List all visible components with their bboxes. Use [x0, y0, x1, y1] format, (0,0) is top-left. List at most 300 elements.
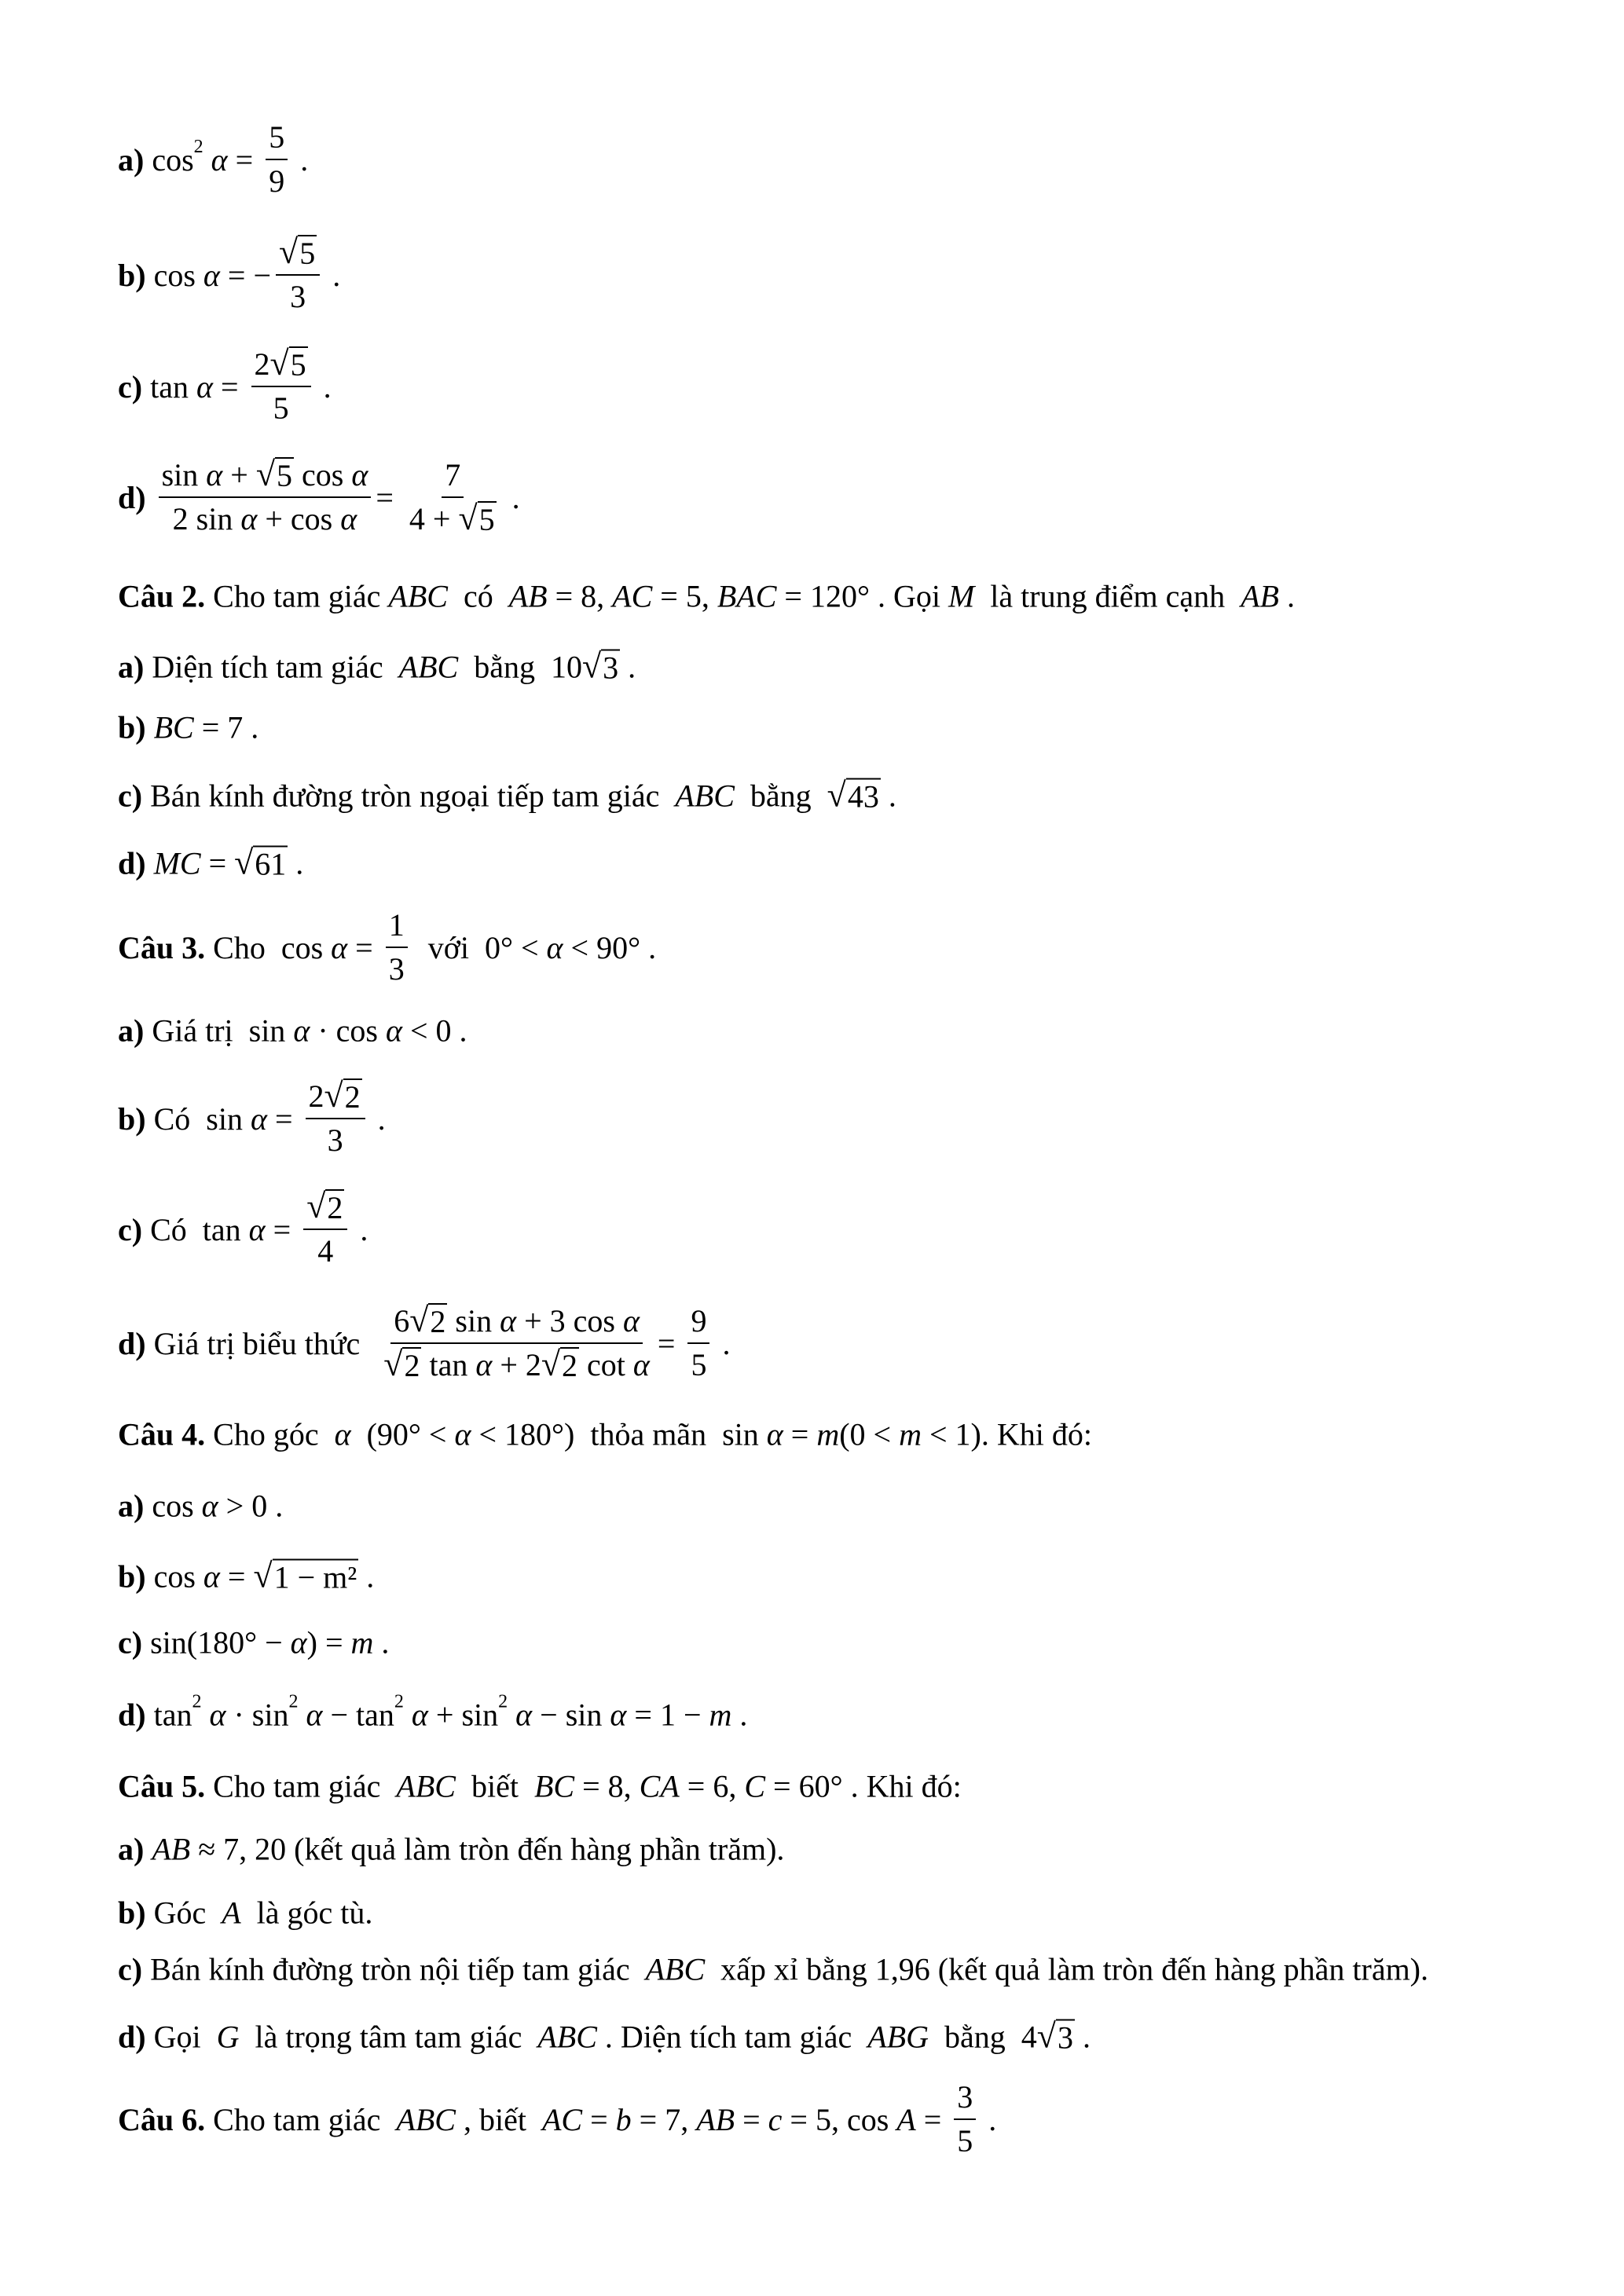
text: 2	[308, 1078, 324, 1114]
text-line	[118, 1895, 372, 1932]
text: 9	[691, 1303, 707, 1338]
square-root	[256, 457, 294, 493]
text: < 90° .	[563, 929, 657, 965]
radical-sign: √	[409, 1301, 429, 1339]
text: sin	[447, 1303, 500, 1338]
square-root	[279, 235, 317, 271]
math-variable: m	[709, 1697, 732, 1733]
math-variable: α	[403, 1697, 428, 1733]
text: có	[447, 578, 509, 614]
text: là trọng tâm tam giác	[239, 2019, 538, 2055]
text: .	[880, 778, 896, 814]
fraction	[380, 1303, 653, 1383]
fraction	[306, 1078, 365, 1159]
radicand: 5	[478, 502, 495, 537]
text: 3	[290, 279, 306, 314]
superscript: 2	[498, 1691, 508, 1712]
square-root	[383, 1347, 421, 1383]
text: = 7,	[631, 2101, 697, 2137]
text: Góc	[145, 1895, 222, 1931]
math-variable: α	[203, 1558, 220, 1595]
fraction	[303, 1189, 347, 1269]
item-label: Câu 3.	[118, 929, 206, 965]
item-label: d)	[118, 1325, 146, 1361]
item-label: Câu 6.	[118, 2101, 206, 2137]
text: Có tan	[142, 1211, 249, 1247]
text-line	[118, 775, 896, 815]
text: .	[288, 845, 304, 881]
denominator	[314, 1230, 336, 1269]
radicand: 2	[327, 1190, 343, 1225]
math-variable: AB	[696, 2101, 735, 2137]
math-variable: α	[766, 1416, 783, 1452]
text: 5	[957, 2123, 973, 2159]
text: = 60° . Khi đó:	[765, 1768, 962, 1804]
math-variable: A	[222, 1895, 241, 1931]
math-variable: AB	[1241, 578, 1279, 614]
text: 3	[327, 1122, 343, 1158]
item-label: Câu 2.	[118, 578, 206, 614]
text: + 2	[492, 1347, 541, 1382]
text: ≈ 7, 20 (kết quả làm tròn đến hàng phần trăm).	[190, 1831, 785, 1867]
text: tan	[421, 1347, 476, 1382]
text: .	[1074, 2019, 1091, 2055]
item-label: d)	[118, 479, 154, 515]
text: 3	[388, 951, 405, 987]
text: .	[358, 1558, 375, 1595]
text: cos	[152, 141, 194, 178]
text: < 0 .	[401, 1013, 467, 1049]
fraction	[251, 346, 311, 427]
radicand: 61	[255, 846, 287, 881]
text: (90° <	[350, 1416, 455, 1452]
numerator	[386, 907, 408, 948]
text-line	[118, 578, 1295, 615]
math-variable: α	[203, 257, 220, 293]
text: (0 <	[839, 1416, 900, 1452]
numerator	[266, 119, 288, 160]
item-label: b)	[118, 709, 154, 745]
math-variable: α	[475, 1347, 493, 1382]
item-label: a)	[118, 1831, 152, 1867]
text-line	[118, 1078, 386, 1159]
item-label: b)	[118, 1558, 154, 1595]
item-label: b)	[118, 257, 154, 293]
math-variable: C	[744, 1768, 766, 1804]
text: = 5,	[652, 578, 717, 614]
item-label: a)	[118, 141, 152, 178]
fraction	[406, 457, 500, 537]
text: .	[981, 2101, 997, 2137]
text: .	[620, 649, 636, 685]
text: 5	[691, 1347, 707, 1382]
radical-sign: √	[324, 1076, 343, 1115]
text: là góc tù.	[240, 1895, 373, 1931]
numerator	[390, 1303, 643, 1344]
radical-sign: √	[253, 1556, 273, 1595]
fraction	[159, 457, 372, 537]
text: cot	[579, 1347, 633, 1382]
math-variable: ABC	[537, 2019, 597, 2055]
text: = 120° . Gọi	[776, 578, 948, 614]
text: cos	[293, 457, 352, 493]
text: =	[219, 1558, 254, 1595]
text-line	[118, 1013, 467, 1049]
math-variable: α	[331, 929, 348, 965]
text: Cho góc	[205, 1416, 335, 1452]
math-variable: ABC	[398, 649, 459, 685]
math-variable: α	[334, 1416, 351, 1452]
text: + sin	[427, 1697, 499, 1733]
text: .	[373, 1624, 390, 1661]
text: = 8,	[547, 578, 613, 614]
math-variable: α	[203, 141, 228, 178]
radicand: 5	[276, 458, 292, 493]
math-variable: ABC	[645, 1951, 706, 1987]
item-label: c)	[118, 368, 151, 405]
text-line	[118, 646, 636, 686]
math-variable: MC	[153, 845, 201, 881]
radicand: 5	[299, 236, 316, 271]
radicand: 2	[562, 1348, 578, 1383]
text: =	[200, 845, 235, 881]
math-variable: ABC	[396, 2101, 456, 2137]
math-variable: G	[216, 2019, 240, 2055]
text: 5	[269, 119, 285, 155]
square-root	[581, 646, 620, 685]
math-variable: M	[948, 578, 975, 614]
radical-sign: √	[1036, 2016, 1056, 2055]
text: 5	[273, 390, 289, 426]
text: < 180°) thỏa mãn sin	[471, 1416, 767, 1452]
item-label: b)	[118, 1100, 146, 1137]
math-variable: BC	[153, 709, 194, 745]
text: cos	[153, 257, 203, 293]
square-root	[1036, 2016, 1075, 2055]
math-variable: α	[248, 1211, 266, 1247]
item-label: Câu 4.	[118, 1416, 206, 1452]
math-variable: AB	[152, 1831, 191, 1867]
text: 7	[445, 457, 461, 493]
math-variable: α	[500, 1303, 517, 1338]
text: = 5, cos	[782, 2101, 897, 2137]
denominator	[170, 498, 361, 537]
text: · sin	[225, 1697, 289, 1733]
text-line	[118, 1768, 962, 1805]
text: =	[783, 1416, 817, 1452]
text-line	[118, 1558, 374, 1595]
text: với 0° <	[412, 929, 547, 965]
text: = 6,	[679, 1768, 745, 1804]
text: +	[222, 457, 256, 493]
radical-sign: √	[279, 233, 299, 271]
text: 9	[269, 163, 285, 199]
item-label: c)	[118, 1951, 143, 1987]
text-line	[118, 1189, 368, 1269]
radical-sign: √	[458, 499, 478, 537]
radical-sign: √	[234, 843, 254, 881]
math-variable: AC	[612, 578, 653, 614]
math-variable: α	[290, 1624, 307, 1661]
numerator	[303, 1189, 347, 1230]
square-root	[458, 501, 496, 537]
math-variable: α	[201, 1488, 218, 1524]
radicand: 1 − m²	[273, 1559, 357, 1595]
text: xấp xỉ bằng 1,96 (kết quả làm tròn đến hàng phần trăm).	[705, 1951, 1428, 1987]
math-variable: α	[298, 1697, 323, 1733]
text: . Diện tích tam giác	[596, 2019, 868, 2055]
text: =	[227, 141, 262, 178]
denominator	[270, 387, 292, 427]
numerator	[251, 346, 311, 387]
square-root	[270, 346, 308, 383]
text: =	[657, 1325, 684, 1361]
text-line	[118, 1691, 748, 1734]
text: Cho tam giác	[205, 578, 389, 614]
math-variable: α	[622, 1303, 640, 1338]
math-variable: α	[340, 501, 357, 536]
denominator	[287, 276, 309, 315]
numerator	[276, 235, 320, 276]
math-variable: ABC	[675, 778, 735, 814]
math-variable: α	[250, 1100, 267, 1137]
text: cos	[153, 1558, 203, 1595]
text: − sin	[532, 1697, 610, 1733]
text: 2	[254, 346, 270, 382]
radical-sign: √	[255, 455, 275, 493]
numerator	[159, 457, 372, 498]
text: =	[582, 2101, 616, 2137]
text: bằng 4	[929, 2019, 1037, 2055]
fraction	[266, 119, 288, 200]
radicand: 2	[430, 1304, 446, 1339]
text: =	[265, 1211, 299, 1247]
square-root	[253, 1558, 358, 1595]
text: =	[212, 368, 247, 405]
text: Có sin	[145, 1100, 251, 1137]
text-line	[118, 119, 308, 200]
text: =	[347, 929, 381, 965]
text: Gọi	[145, 2019, 217, 2055]
denominator	[406, 498, 500, 537]
square-root	[541, 1347, 579, 1383]
denominator	[687, 1344, 709, 1383]
item-label: d)	[118, 1697, 154, 1733]
math-variable: α	[546, 929, 563, 965]
numerator	[442, 457, 464, 498]
text: = 8,	[574, 1768, 640, 1804]
radical-sign: √	[383, 1345, 403, 1383]
radicand: 2	[404, 1348, 420, 1383]
text-line	[118, 1416, 1092, 1453]
denominator	[324, 1119, 346, 1159]
denominator	[380, 1344, 653, 1383]
radicand: 5	[290, 347, 306, 383]
text: .	[714, 1325, 731, 1361]
item-label: d)	[118, 845, 154, 881]
text: Diện tích tam giác	[144, 649, 399, 685]
math-variable: α	[508, 1697, 533, 1733]
math-variable: α	[351, 457, 368, 493]
text: 2 sin	[172, 501, 241, 536]
text: 1	[388, 907, 405, 943]
numerator	[954, 2079, 976, 2120]
square-root	[827, 775, 881, 814]
radical-sign: √	[306, 1187, 326, 1225]
radicand: 3	[1057, 2020, 1073, 2055]
text: < 1). Khi đó:	[921, 1416, 1092, 1452]
text: .	[315, 368, 332, 405]
math-variable: α	[632, 1347, 650, 1382]
text: Bán kính đường tròn ngoại tiếp tam giác	[142, 778, 676, 814]
text: .	[352, 1211, 368, 1247]
fraction	[687, 1303, 709, 1383]
text: ) =	[306, 1624, 351, 1661]
math-variable: m	[350, 1624, 374, 1661]
text: Cho cos	[205, 929, 332, 965]
text-line	[118, 1951, 1428, 1988]
text-line	[118, 845, 303, 882]
numerator	[306, 1078, 365, 1119]
math-variable: c	[768, 2101, 783, 2137]
text: = 7 .	[193, 709, 259, 745]
fraction	[954, 2079, 976, 2159]
math-variable: m	[899, 1416, 922, 1452]
math-variable: ABG	[867, 2019, 929, 2055]
math-variable: BAC	[717, 578, 777, 614]
math-variable: CA	[639, 1768, 680, 1804]
text: Cho tam giác	[205, 2101, 397, 2137]
radical-sign: √	[541, 1345, 561, 1383]
math-variable: m	[816, 1416, 840, 1452]
text-line	[118, 235, 340, 315]
text: .	[504, 479, 520, 515]
superscript: 2	[288, 1691, 299, 1712]
text-line	[118, 1624, 389, 1661]
denominator	[386, 948, 408, 987]
radicand: 3	[603, 650, 619, 685]
text: .	[324, 257, 341, 293]
radicand: 2	[344, 1079, 361, 1115]
item-label: a)	[118, 1013, 145, 1049]
denominator	[954, 2120, 976, 2159]
item-label: c)	[118, 1211, 143, 1247]
denominator	[266, 160, 288, 200]
text: tan	[150, 368, 196, 405]
text: .	[731, 1697, 748, 1733]
text: > 0 .	[218, 1488, 284, 1524]
square-root	[306, 1189, 344, 1225]
item-label: a)	[118, 649, 145, 685]
text: = 1 −	[626, 1697, 709, 1733]
item-label: d)	[118, 2019, 146, 2055]
item-label: c)	[118, 1624, 151, 1661]
item-label: b)	[118, 1895, 146, 1931]
text: .	[292, 141, 309, 178]
math-variable: α	[385, 1013, 402, 1049]
math-variable: AB	[508, 578, 548, 614]
text: Giá trị sin	[144, 1013, 294, 1049]
numerator	[687, 1303, 709, 1344]
text: − tan	[322, 1697, 394, 1733]
math-variable: ABC	[396, 1768, 456, 1804]
text: Giá trị biểu thức	[145, 1325, 376, 1361]
radicand: 43	[847, 778, 879, 814]
text-line	[118, 1488, 283, 1525]
fraction	[276, 235, 320, 315]
text-line	[118, 457, 520, 537]
text: sin	[161, 457, 207, 493]
math-variable: ABC	[388, 578, 448, 614]
text: .	[369, 1100, 386, 1137]
radical-sign: √	[581, 646, 602, 685]
text-line	[118, 2016, 1091, 2056]
item-label: Câu 5.	[118, 1768, 206, 1804]
text: Bán kính đường tròn nội tiếp tam giác	[142, 1951, 646, 1987]
text: 3	[957, 2079, 973, 2115]
square-root	[409, 1303, 447, 1339]
radical-sign: √	[269, 344, 289, 383]
text: biết	[455, 1768, 534, 1804]
text: cos	[152, 1488, 202, 1524]
text: .	[1278, 578, 1295, 614]
text: + cos	[257, 501, 341, 536]
math-variable: α	[610, 1697, 627, 1733]
text: , biết	[455, 2101, 542, 2137]
text: =	[735, 2101, 768, 2137]
text: =	[915, 2101, 950, 2137]
math-variable: α	[454, 1416, 471, 1452]
text: tan	[153, 1697, 192, 1733]
text: bằng 10	[458, 649, 582, 685]
math-variable: α	[240, 501, 258, 536]
text: là trung điểm cạnh	[974, 578, 1241, 614]
math-variable: α	[201, 1697, 226, 1733]
text-line	[118, 709, 258, 746]
math-variable: α	[206, 457, 223, 493]
math-variable: A	[896, 2101, 916, 2137]
math-variable: α	[196, 368, 213, 405]
superscript: 2	[394, 1691, 404, 1712]
square-root	[234, 845, 288, 881]
text: = −	[219, 257, 272, 293]
square-root	[324, 1078, 362, 1115]
text-line	[118, 1303, 730, 1383]
text: 4 +	[409, 501, 459, 536]
math-variable: b	[615, 2101, 632, 2137]
item-label: a)	[118, 1488, 152, 1524]
text: 6	[394, 1303, 410, 1338]
fraction	[386, 907, 408, 987]
superscript: 2	[192, 1691, 202, 1712]
text-line	[118, 2079, 996, 2159]
text-line	[118, 907, 656, 987]
text: 4	[317, 1233, 334, 1269]
item-label: c)	[118, 778, 143, 814]
superscript: 2	[193, 136, 203, 157]
text: =	[376, 479, 401, 515]
text-line	[118, 346, 332, 427]
text: sin(180° −	[150, 1624, 291, 1661]
text: · cos	[310, 1013, 386, 1049]
math-variable: α	[293, 1013, 310, 1049]
radical-sign: √	[827, 775, 846, 814]
text: + 3 cos	[516, 1303, 623, 1338]
text-line	[118, 1831, 784, 1868]
text: Cho tam giác	[205, 1768, 397, 1804]
text: bằng	[734, 778, 827, 814]
math-variable: AC	[541, 2101, 583, 2137]
